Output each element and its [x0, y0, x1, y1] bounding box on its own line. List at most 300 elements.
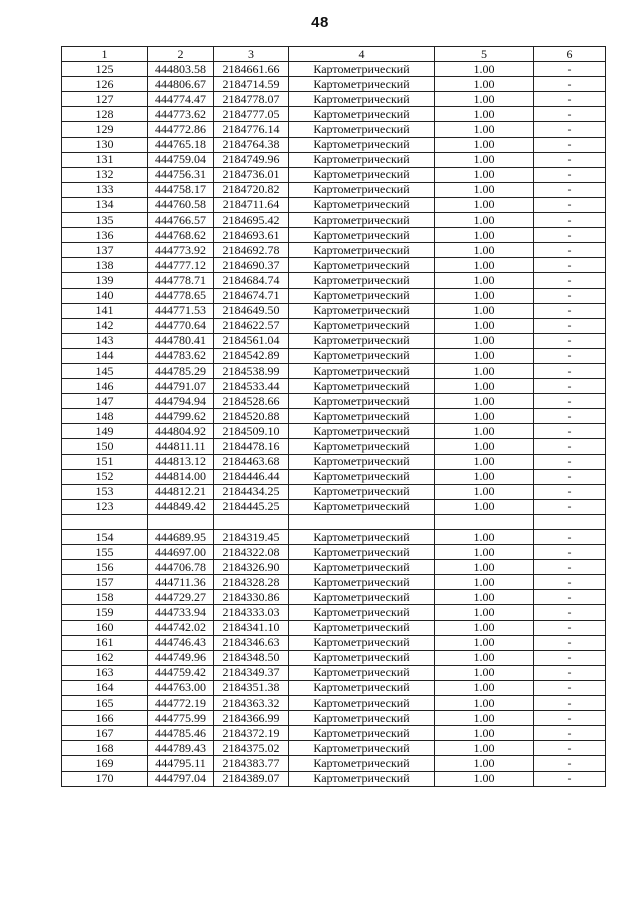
- description-cell: -: [534, 484, 606, 499]
- table-row: [62, 394, 606, 409]
- description-cell: -: [534, 605, 606, 620]
- method-cell: Картометрический: [289, 333, 435, 348]
- description-cell: -: [534, 197, 606, 212]
- table-row: [62, 77, 606, 92]
- x-coordinate-cell: 444772.19: [148, 696, 214, 711]
- empty-cell: [289, 514, 435, 529]
- point-number-cell: 143: [62, 333, 148, 348]
- y-coordinate-cell: 2184366.99: [214, 711, 289, 726]
- y-coordinate-cell: 2184333.03: [214, 605, 289, 620]
- x-coordinate-cell: 444797.04: [148, 771, 214, 786]
- point-number-cell: 140: [62, 288, 148, 303]
- point-number-cell: 157: [62, 575, 148, 590]
- point-number-cell: 155: [62, 545, 148, 560]
- x-coordinate-cell: 444771.53: [148, 303, 214, 318]
- x-coordinate-cell: 444765.18: [148, 137, 214, 152]
- accuracy-cell: 1.00: [435, 696, 534, 711]
- description-cell: -: [534, 303, 606, 318]
- table-row: [62, 258, 606, 273]
- accuracy-cell: 1.00: [435, 726, 534, 741]
- method-cell: Картометрический: [289, 182, 435, 197]
- accuracy-cell: 1.00: [435, 77, 534, 92]
- method-cell: Картометрический: [289, 273, 435, 288]
- x-coordinate-cell: 444729.27: [148, 590, 214, 605]
- method-cell: Картометрический: [289, 575, 435, 590]
- y-coordinate-cell: 2184349.37: [214, 665, 289, 680]
- point-number-cell: 156: [62, 560, 148, 575]
- accuracy-cell: 1.00: [435, 197, 534, 212]
- table-row: [62, 318, 606, 333]
- x-coordinate-cell: 444812.21: [148, 484, 214, 499]
- y-coordinate-cell: 2184749.96: [214, 152, 289, 167]
- accuracy-cell: 1.00: [435, 318, 534, 333]
- y-coordinate-cell: 2184764.38: [214, 137, 289, 152]
- table-row: [62, 499, 606, 514]
- x-coordinate-cell: 444758.17: [148, 182, 214, 197]
- table-row: [62, 665, 606, 680]
- accuracy-cell: 1.00: [435, 92, 534, 107]
- accuracy-cell: 1.00: [435, 439, 534, 454]
- method-cell: Картометрический: [289, 665, 435, 680]
- x-coordinate-cell: 444783.62: [148, 348, 214, 363]
- description-cell: -: [534, 107, 606, 122]
- point-number-cell: 136: [62, 228, 148, 243]
- point-number-cell: 160: [62, 620, 148, 635]
- method-cell: Картометрический: [289, 303, 435, 318]
- description-cell: -: [534, 696, 606, 711]
- point-number-cell: 134: [62, 197, 148, 212]
- point-number-cell: 158: [62, 590, 148, 605]
- description-cell: -: [534, 288, 606, 303]
- description-cell: -: [534, 213, 606, 228]
- x-coordinate-cell: 444759.04: [148, 152, 214, 167]
- table-row: [62, 273, 606, 288]
- x-coordinate-cell: 444697.00: [148, 545, 214, 560]
- accuracy-cell: 1.00: [435, 409, 534, 424]
- accuracy-cell: 1.00: [435, 182, 534, 197]
- y-coordinate-cell: 2184328.28: [214, 575, 289, 590]
- description-cell: -: [534, 771, 606, 786]
- x-coordinate-cell: 444803.58: [148, 62, 214, 77]
- table-row: [62, 213, 606, 228]
- method-cell: Картометрический: [289, 620, 435, 635]
- method-cell: Картометрический: [289, 439, 435, 454]
- accuracy-cell: 1.00: [435, 575, 534, 590]
- point-number-cell: 164: [62, 680, 148, 695]
- y-coordinate-cell: 2184330.86: [214, 590, 289, 605]
- x-coordinate-cell: 444733.94: [148, 605, 214, 620]
- accuracy-cell: 1.00: [435, 394, 534, 409]
- x-coordinate-cell: 444772.86: [148, 122, 214, 137]
- method-cell: Картометрический: [289, 213, 435, 228]
- table-row: [62, 122, 606, 137]
- x-coordinate-cell: 444778.65: [148, 288, 214, 303]
- description-cell: -: [534, 424, 606, 439]
- table-row: [62, 545, 606, 560]
- table-row: [62, 348, 606, 363]
- method-cell: Картометрический: [289, 394, 435, 409]
- y-coordinate-cell: 2184445.25: [214, 499, 289, 514]
- point-number-cell: 154: [62, 530, 148, 545]
- description-cell: -: [534, 635, 606, 650]
- description-cell: -: [534, 62, 606, 77]
- method-cell: Картометрический: [289, 197, 435, 212]
- x-coordinate-cell: 444773.92: [148, 243, 214, 258]
- description-cell: -: [534, 711, 606, 726]
- point-number-cell: 130: [62, 137, 148, 152]
- x-coordinate-cell: 444794.94: [148, 394, 214, 409]
- x-coordinate-cell: 444785.29: [148, 363, 214, 378]
- accuracy-cell: 1.00: [435, 363, 534, 378]
- point-number-cell: 145: [62, 363, 148, 378]
- description-cell: -: [534, 409, 606, 424]
- point-number-cell: 125: [62, 62, 148, 77]
- x-coordinate-cell: 444760.58: [148, 197, 214, 212]
- method-cell: Картометрический: [289, 680, 435, 695]
- accuracy-cell: 1.00: [435, 454, 534, 469]
- y-coordinate-cell: 2184693.61: [214, 228, 289, 243]
- page-number: 48: [311, 14, 329, 31]
- table-row: [62, 92, 606, 107]
- table-row: [62, 560, 606, 575]
- accuracy-cell: 1.00: [435, 741, 534, 756]
- method-cell: Картометрический: [289, 363, 435, 378]
- y-coordinate-cell: 2184776.14: [214, 122, 289, 137]
- y-coordinate-cell: 2184778.07: [214, 92, 289, 107]
- y-coordinate-cell: 2184389.07: [214, 771, 289, 786]
- table-row: [62, 62, 606, 77]
- y-coordinate-cell: 2184463.68: [214, 454, 289, 469]
- point-number-cell: 133: [62, 182, 148, 197]
- description-cell: -: [534, 333, 606, 348]
- method-cell: Картометрический: [289, 726, 435, 741]
- empty-cell: [148, 514, 214, 529]
- description-cell: -: [534, 258, 606, 273]
- table-row: [62, 680, 606, 695]
- x-coordinate-cell: 444791.07: [148, 379, 214, 394]
- table-row: [62, 650, 606, 665]
- description-cell: -: [534, 167, 606, 182]
- table-row: [62, 575, 606, 590]
- table-row: [62, 243, 606, 258]
- y-coordinate-cell: 2184561.04: [214, 333, 289, 348]
- description-cell: -: [534, 741, 606, 756]
- x-coordinate-cell: 444759.42: [148, 665, 214, 680]
- method-cell: Картометрический: [289, 590, 435, 605]
- y-coordinate-cell: 2184714.59: [214, 77, 289, 92]
- accuracy-cell: 1.00: [435, 635, 534, 650]
- point-number-cell: 165: [62, 696, 148, 711]
- method-cell: Картометрический: [289, 711, 435, 726]
- table-row: [62, 107, 606, 122]
- point-number-cell: 123: [62, 499, 148, 514]
- y-coordinate-cell: 2184736.01: [214, 167, 289, 182]
- x-coordinate-cell: 444814.00: [148, 469, 214, 484]
- x-coordinate-cell: 444711.36: [148, 575, 214, 590]
- point-number-cell: 151: [62, 454, 148, 469]
- y-coordinate-cell: 2184446.44: [214, 469, 289, 484]
- empty-cell: [214, 514, 289, 529]
- description-cell: -: [534, 273, 606, 288]
- method-cell: Картометрический: [289, 77, 435, 92]
- table-row: [62, 197, 606, 212]
- description-cell: -: [534, 439, 606, 454]
- x-coordinate-cell: 444777.12: [148, 258, 214, 273]
- description-cell: -: [534, 318, 606, 333]
- y-coordinate-cell: 2184326.90: [214, 560, 289, 575]
- description-cell: -: [534, 756, 606, 771]
- method-cell: Картометрический: [289, 560, 435, 575]
- point-number-cell: 168: [62, 741, 148, 756]
- table-separator-row: [62, 514, 606, 529]
- accuracy-cell: 1.00: [435, 484, 534, 499]
- method-cell: Картометрический: [289, 771, 435, 786]
- y-coordinate-cell: 2184509.10: [214, 424, 289, 439]
- method-cell: Картометрический: [289, 696, 435, 711]
- y-coordinate-cell: 2184348.50: [214, 650, 289, 665]
- accuracy-cell: 1.00: [435, 137, 534, 152]
- description-cell: -: [534, 348, 606, 363]
- description-cell: -: [534, 152, 606, 167]
- accuracy-cell: 1.00: [435, 167, 534, 182]
- description-cell: -: [534, 454, 606, 469]
- x-coordinate-cell: 444706.78: [148, 560, 214, 575]
- y-coordinate-cell: 2184695.42: [214, 213, 289, 228]
- accuracy-cell: 1.00: [435, 107, 534, 122]
- point-number-cell: 162: [62, 650, 148, 665]
- column-header-6: 6: [534, 47, 606, 62]
- description-cell: -: [534, 650, 606, 665]
- table-row: [62, 363, 606, 378]
- column-header-2: 2: [148, 47, 214, 62]
- description-cell: -: [534, 182, 606, 197]
- x-coordinate-cell: 444689.95: [148, 530, 214, 545]
- x-coordinate-cell: 444785.46: [148, 726, 214, 741]
- point-number-cell: 128: [62, 107, 148, 122]
- accuracy-cell: 1.00: [435, 228, 534, 243]
- x-coordinate-cell: 444749.96: [148, 650, 214, 665]
- table-row: [62, 439, 606, 454]
- y-coordinate-cell: 2184383.77: [214, 756, 289, 771]
- accuracy-cell: 1.00: [435, 62, 534, 77]
- table-row: [62, 424, 606, 439]
- table-row: [62, 696, 606, 711]
- table-row: [62, 379, 606, 394]
- point-number-cell: 167: [62, 726, 148, 741]
- accuracy-cell: 1.00: [435, 530, 534, 545]
- accuracy-cell: 1.00: [435, 273, 534, 288]
- table-row: [62, 530, 606, 545]
- description-cell: -: [534, 122, 606, 137]
- y-coordinate-cell: 2184341.10: [214, 620, 289, 635]
- point-number-cell: 142: [62, 318, 148, 333]
- method-cell: Картометрический: [289, 605, 435, 620]
- x-coordinate-cell: 444756.31: [148, 167, 214, 182]
- accuracy-cell: 1.00: [435, 348, 534, 363]
- point-number-cell: 150: [62, 439, 148, 454]
- y-coordinate-cell: 2184478.16: [214, 439, 289, 454]
- method-cell: Картометрический: [289, 635, 435, 650]
- table-row: [62, 333, 606, 348]
- point-number-cell: 135: [62, 213, 148, 228]
- point-number-cell: 148: [62, 409, 148, 424]
- description-cell: -: [534, 560, 606, 575]
- method-cell: Картометрический: [289, 409, 435, 424]
- table-header-row: [62, 47, 606, 62]
- table-row: [62, 152, 606, 167]
- accuracy-cell: 1.00: [435, 213, 534, 228]
- description-cell: -: [534, 726, 606, 741]
- x-coordinate-cell: 444768.62: [148, 228, 214, 243]
- x-coordinate-cell: 444778.71: [148, 273, 214, 288]
- table-row: [62, 620, 606, 635]
- accuracy-cell: 1.00: [435, 650, 534, 665]
- description-cell: -: [534, 137, 606, 152]
- method-cell: Картометрический: [289, 228, 435, 243]
- accuracy-cell: 1.00: [435, 424, 534, 439]
- point-number-cell: 129: [62, 122, 148, 137]
- point-number-cell: 169: [62, 756, 148, 771]
- method-cell: Картометрический: [289, 92, 435, 107]
- y-coordinate-cell: 2184434.25: [214, 484, 289, 499]
- method-cell: Картометрический: [289, 545, 435, 560]
- accuracy-cell: 1.00: [435, 771, 534, 786]
- method-cell: Картометрический: [289, 137, 435, 152]
- x-coordinate-cell: 444773.62: [148, 107, 214, 122]
- table-row: [62, 605, 606, 620]
- method-cell: Картометрический: [289, 348, 435, 363]
- description-cell: -: [534, 243, 606, 258]
- method-cell: Картометрический: [289, 318, 435, 333]
- x-coordinate-cell: 444742.02: [148, 620, 214, 635]
- description-cell: -: [534, 665, 606, 680]
- point-number-cell: 126: [62, 77, 148, 92]
- table-row: [62, 182, 606, 197]
- method-cell: Картометрический: [289, 499, 435, 514]
- accuracy-cell: 1.00: [435, 469, 534, 484]
- x-coordinate-cell: 444789.43: [148, 741, 214, 756]
- point-number-cell: 159: [62, 605, 148, 620]
- y-coordinate-cell: 2184692.78: [214, 243, 289, 258]
- description-cell: -: [534, 680, 606, 695]
- method-cell: Картометрический: [289, 756, 435, 771]
- empty-cell: [534, 514, 606, 529]
- description-cell: -: [534, 379, 606, 394]
- method-cell: Картометрический: [289, 469, 435, 484]
- table-row: [62, 409, 606, 424]
- y-coordinate-cell: 2184684.74: [214, 273, 289, 288]
- x-coordinate-cell: 444746.43: [148, 635, 214, 650]
- description-cell: -: [534, 575, 606, 590]
- table-row: [62, 167, 606, 182]
- point-number-cell: 149: [62, 424, 148, 439]
- table-row: [62, 771, 606, 786]
- column-header-1: 1: [62, 47, 148, 62]
- point-number-cell: 137: [62, 243, 148, 258]
- accuracy-cell: 1.00: [435, 560, 534, 575]
- accuracy-cell: 1.00: [435, 379, 534, 394]
- y-coordinate-cell: 2184777.05: [214, 107, 289, 122]
- table-row: [62, 469, 606, 484]
- table-row: [62, 590, 606, 605]
- x-coordinate-cell: 444804.92: [148, 424, 214, 439]
- method-cell: Картометрический: [289, 167, 435, 182]
- table-row: [62, 484, 606, 499]
- table-row: [62, 454, 606, 469]
- y-coordinate-cell: 2184346.63: [214, 635, 289, 650]
- method-cell: Картометрический: [289, 454, 435, 469]
- y-coordinate-cell: 2184661.66: [214, 62, 289, 77]
- y-coordinate-cell: 2184533.44: [214, 379, 289, 394]
- method-cell: Картометрический: [289, 62, 435, 77]
- method-cell: Картометрический: [289, 107, 435, 122]
- accuracy-cell: 1.00: [435, 122, 534, 137]
- point-number-cell: 146: [62, 379, 148, 394]
- accuracy-cell: 1.00: [435, 665, 534, 680]
- x-coordinate-cell: 444806.67: [148, 77, 214, 92]
- y-coordinate-cell: 2184372.19: [214, 726, 289, 741]
- point-number-cell: 139: [62, 273, 148, 288]
- table-row: [62, 756, 606, 771]
- y-coordinate-cell: 2184674.71: [214, 288, 289, 303]
- table-row: [62, 137, 606, 152]
- y-coordinate-cell: 2184351.38: [214, 680, 289, 695]
- y-coordinate-cell: 2184319.45: [214, 530, 289, 545]
- point-number-cell: 161: [62, 635, 148, 650]
- point-number-cell: 138: [62, 258, 148, 273]
- point-number-cell: 152: [62, 469, 148, 484]
- description-cell: -: [534, 530, 606, 545]
- y-coordinate-cell: 2184542.89: [214, 348, 289, 363]
- accuracy-cell: 1.00: [435, 756, 534, 771]
- accuracy-cell: 1.00: [435, 680, 534, 695]
- x-coordinate-cell: 444799.62: [148, 409, 214, 424]
- accuracy-cell: 1.00: [435, 605, 534, 620]
- x-coordinate-cell: 444763.00: [148, 680, 214, 695]
- point-number-cell: 147: [62, 394, 148, 409]
- table-row: [62, 228, 606, 243]
- point-number-cell: 166: [62, 711, 148, 726]
- method-cell: Картометрический: [289, 741, 435, 756]
- column-header-4: 4: [289, 47, 435, 62]
- x-coordinate-cell: 444766.57: [148, 213, 214, 228]
- column-header-3: 3: [214, 47, 289, 62]
- description-cell: -: [534, 77, 606, 92]
- y-coordinate-cell: 2184622.57: [214, 318, 289, 333]
- y-coordinate-cell: 2184720.82: [214, 182, 289, 197]
- x-coordinate-cell: 444780.41: [148, 333, 214, 348]
- table-row: [62, 288, 606, 303]
- y-coordinate-cell: 2184649.50: [214, 303, 289, 318]
- accuracy-cell: 1.00: [435, 620, 534, 635]
- accuracy-cell: 1.00: [435, 333, 534, 348]
- method-cell: Картометрический: [289, 288, 435, 303]
- method-cell: Картометрический: [289, 122, 435, 137]
- method-cell: Картометрический: [289, 650, 435, 665]
- table-row: [62, 711, 606, 726]
- description-cell: -: [534, 363, 606, 378]
- point-number-cell: 144: [62, 348, 148, 363]
- accuracy-cell: 1.00: [435, 288, 534, 303]
- table-row: [62, 741, 606, 756]
- y-coordinate-cell: 2184711.64: [214, 197, 289, 212]
- table-row: [62, 303, 606, 318]
- point-number-cell: 141: [62, 303, 148, 318]
- point-number-cell: 127: [62, 92, 148, 107]
- x-coordinate-cell: 444770.64: [148, 318, 214, 333]
- accuracy-cell: 1.00: [435, 303, 534, 318]
- point-number-cell: 170: [62, 771, 148, 786]
